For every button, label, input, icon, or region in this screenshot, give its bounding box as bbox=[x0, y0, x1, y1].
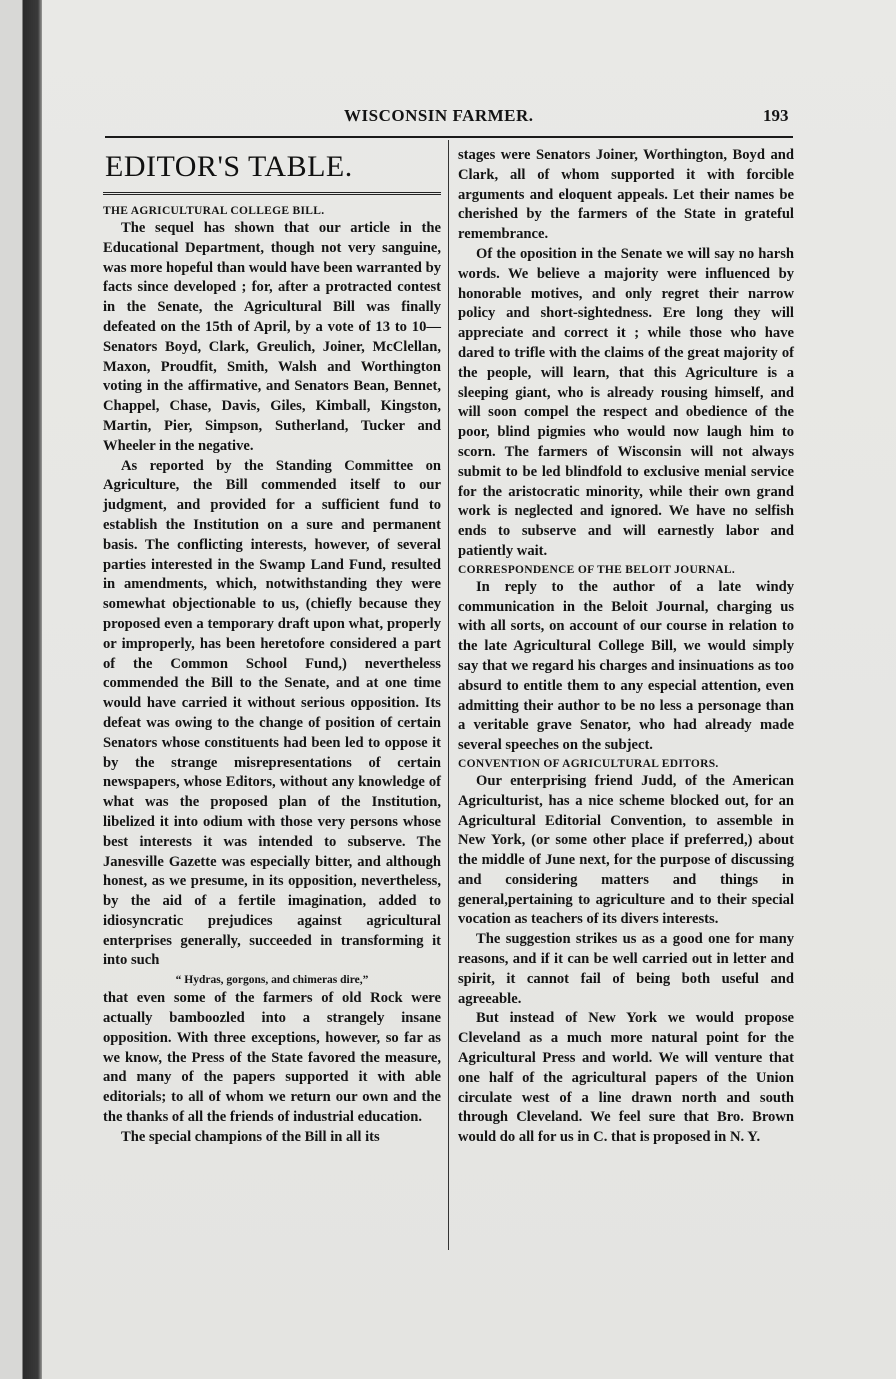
masthead-title: EDITOR'S TABLE. bbox=[105, 150, 353, 183]
page-number: 193 bbox=[763, 106, 789, 125]
paragraph: Our enterprising friend Judd, of the American Agriculturist, has a nice scheme blocked out, for an Agricultural Editorial Convention, to assemble in New York, (or some other place if preferred,) about the middle of June next, for the purpose of discussing and considering matters and things in general,pertaining to agriculture and to their special vocation as teachers of its divers interests. bbox=[458, 772, 794, 928]
paragraph: that even some of the farmers of old Rock were actually bamboozled into a strangely insane opposition. With three exceptions, however, so far as we know, the Press of the State favored the measure, and many of the papers supported it with able editorials; to all of whom we return our own and the the thanks of all the friends of industrial education. bbox=[103, 990, 441, 1126]
book-binding-edge bbox=[0, 0, 42, 1379]
right-column bbox=[458, 146, 794, 1148]
paragraph: But instead of New York we would propose Cleveland as a much more natural point for the Agricultural Press and world. We will venture that one half of the agricultural papers of the Union circulate west of a line drawn north and south through Cleveland. We feel sure that Bro. Brown would do all for us in C. that is proposed in N. Y. bbox=[458, 1010, 794, 1146]
paragraph: stages were Senators Joiner, Worthington, Boyd and Clark, all of whom supported it with forcible arguments and eloquent appeals. Let their names be cherished by the farmers of the State in grateful remembrance. bbox=[458, 147, 794, 243]
section-heading-convention: CONVENTION OF AGRICULTURAL EDITORS. bbox=[458, 757, 719, 770]
paragraph: The sequel has shown that our article in the Educational Department, though not very sanguine, was more hopeful than would have been warranted by facts since developed ; for, after a protracted contest in the Senate, the Agricultural Bill was finally defeated on the 15th of April, by a vote of 13 to 10—Senators Boyd, Clark, Greulich, Joiner, McClellan, Maxon, Proudfit, Smith, Walsh and Worthington voting in the affirmative, and Senators Bean, Bennet, Chappel, Chase, Davis, Giles, Kimball, Kingston, Martin, Pier, Simpson, Sutherland, Tucker and Wheeler in the negative. bbox=[103, 220, 441, 454]
header-rule bbox=[105, 136, 793, 138]
paragraph: As reported by the Standing Committee on Agriculture, the Bill commended itself to our judgment, and provided for a sufficient fund to establish the Institution on a sure and permanent basis. The conflicting interests, however, of several parties interested in the Swamp Land Fund, resulted in amendments, which, notwithstanding they were somewhat objectionable to us, (chiefly because they proposed even a temporary draft upon what, properly or improperly, has been heretofore considered a part of the Common School Fund,) nevertheless commended the Bill to the Senate, and at one time would have carried it without serious opposition. Its defeat was owing to the change of position of certain Senators whose constituents had been led to oppose it by the strange misrepresentations of certain newspapers, whose Editors, without any knowledge of what was the proposed plan of the Institution, libelized it into odium with those very persons whose best interests it was intended to subserve. The Janesville Gazette was especially bitter, and although honest, as we presume, in its opposition, nevertheless, by the aid of a fertile imagination, added to idiosyncratic prejudices against agricultural enterprises generally, succeeded in transforming it into such bbox=[103, 457, 441, 969]
left-column bbox=[103, 148, 441, 1148]
section-heading-agricultural-college-bill: THE AGRICULTURAL COLLEGE BILL. bbox=[103, 205, 325, 217]
paragraph: In reply to the author of a late windy communication in the Beloit Journal, charging us with all sorts, on account of our course in relation to the late Agricultural College Bill, we would simply say that we regard his charges and insinuations as too absurd to entitle them to any especial attention, even admitting their author to be no less a personage than a veritable grave Senator, who had already made several speeches on the subject. bbox=[458, 578, 794, 754]
masthead-rule bbox=[103, 192, 441, 195]
paragraph: The special champions of the Bill in all its bbox=[121, 1128, 380, 1145]
running-head: WISCONSIN FARMER. bbox=[344, 106, 534, 125]
paragraph: The suggestion strikes us as a good one for many reasons, and if it can be well carried out in letter and spirit, it cannot fail of being both useful and agreeable. bbox=[458, 931, 794, 1007]
quotation: “ Hydras, gorgons, and chimeras dire,” bbox=[175, 974, 369, 987]
section-heading-beloit-journal: CORRESPONDENCE OF THE BELOIT JOURNAL. bbox=[458, 563, 736, 576]
paragraph: Of the oposition in the Senate we will say no harsh words. We believe a majority were influenced by honorable motives, and only regret their narrow policy and short-sightedness. Ere long they will appreciate and correct it ; while those who have dared to trifle with the claims of the great majority of the people, will learn, that this Agriculture is a sleeping giant, who is already rousing himself, and will soon compel the respect and obedience of the poor, blind pigmies who would now laugh him to scorn. The farmers of Wisconsin will not always submit to be led blindfold to exclusive menial service for the aristocratic minority, while their own grand work is neglected and ignored. We have no selfish ends to subserve and will earnestly labor and patiently wait. bbox=[458, 245, 794, 559]
column-divider bbox=[448, 140, 449, 1250]
